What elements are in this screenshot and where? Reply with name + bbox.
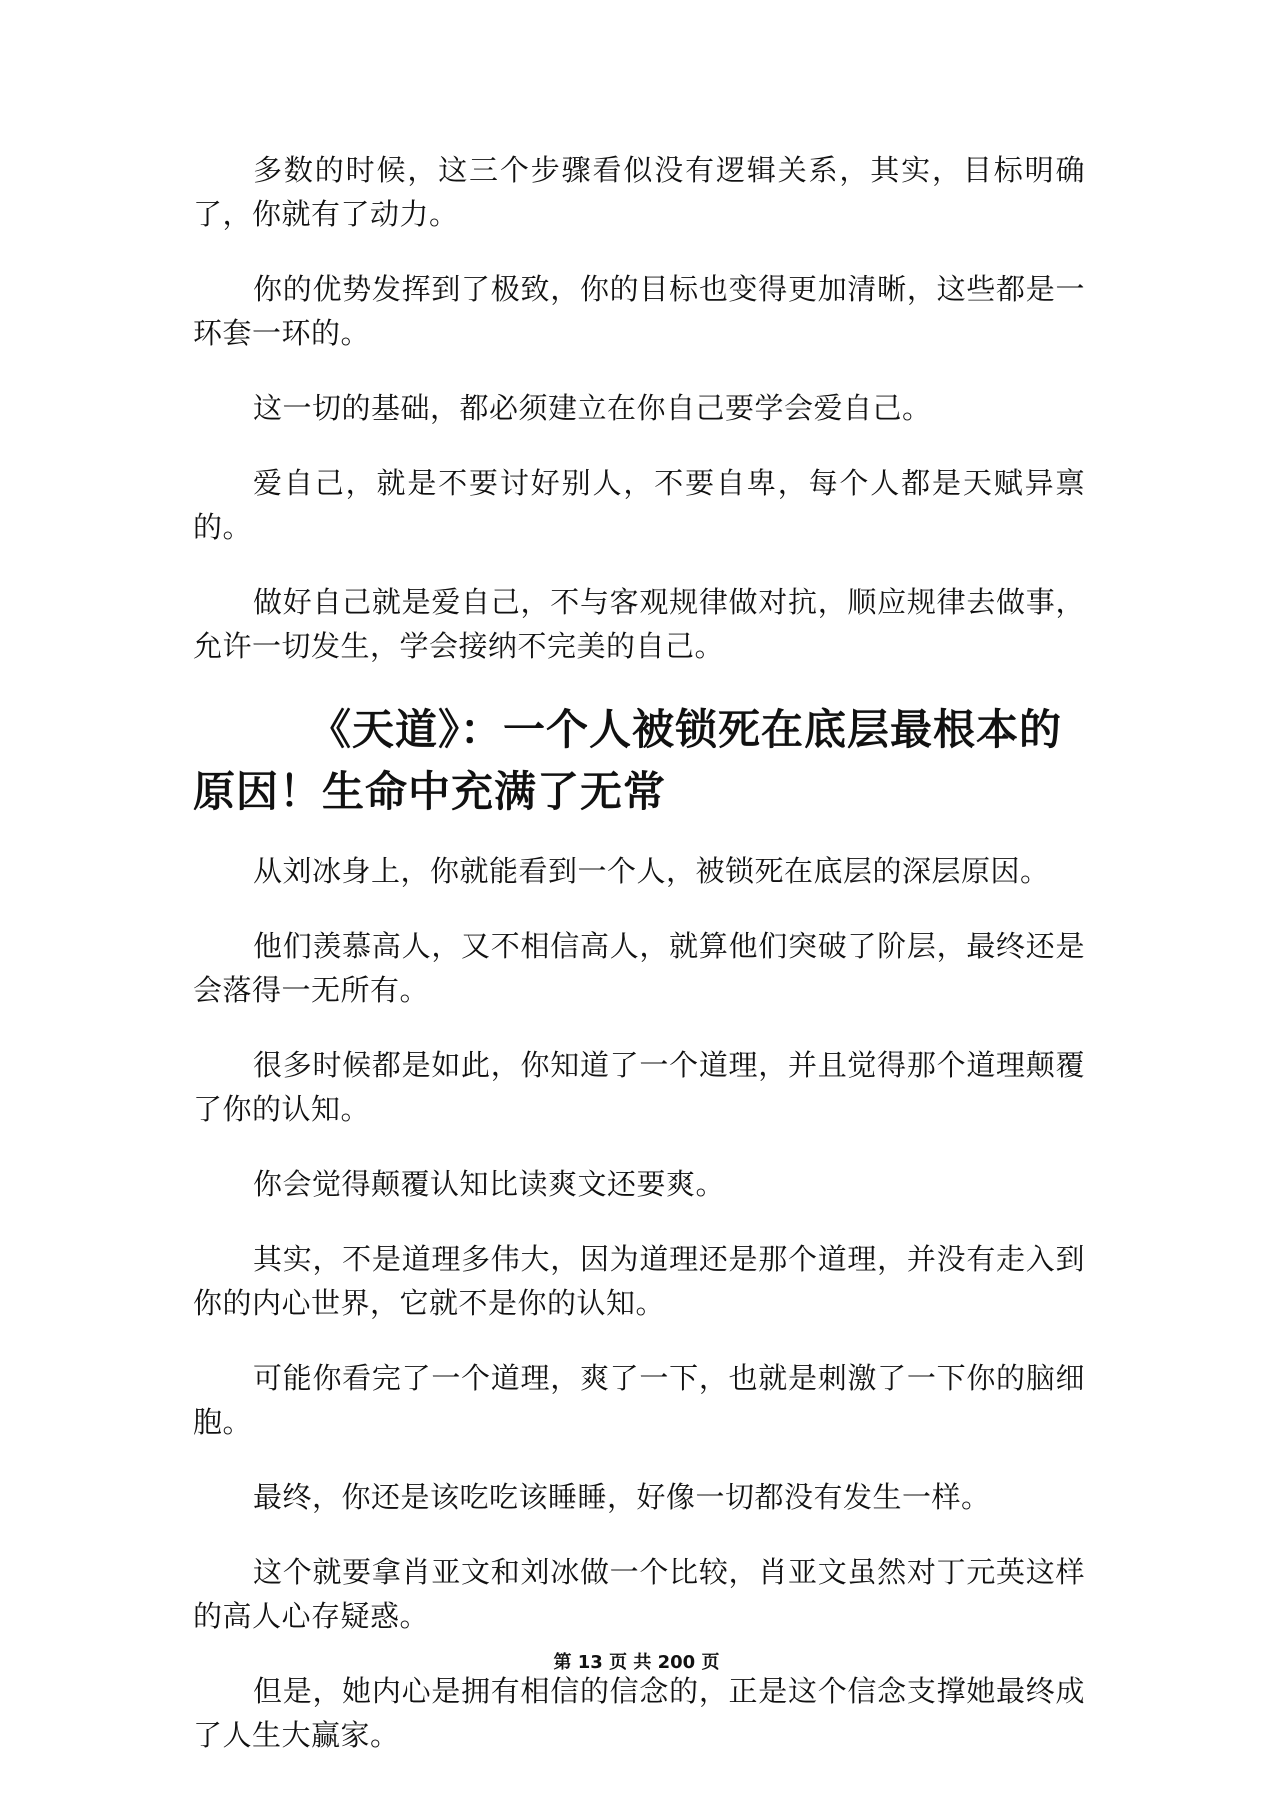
paragraph: 最终，你还是该吃吃该睡睡，好像一切都没有发生一样。 <box>253 1480 991 1514</box>
section-heading: 《天道》：一个人被锁死在底层最根本的原因！生命中充满了无常 <box>193 705 1063 816</box>
paragraph: 可能你看完了一个道理，爽了一下，也就是刺激了一下你的脑细胞。 <box>193 1361 1085 1439</box>
paragraph: 做好自己就是爱自己，不与客观规律做对抗，顺应规律去做事，允许一切发生，学会接纳不完美的自己。 <box>193 585 1085 663</box>
paragraph: 这个就要拿肖亚文和刘冰做一个比较，肖亚文虽然对丁元英这样的高人心存疑惑。 <box>193 1555 1085 1633</box>
paragraph: 其实，不是道理多伟大，因为道理还是那个道理，并没有走入到你的内心世界，它就不是你的认知。 <box>193 1242 1085 1320</box>
paragraph: 这一切的基础，都必须建立在你自己要学会爱自己。 <box>253 391 932 425</box>
paragraph: 很多时候都是如此，你知道了一个道理，并且觉得那个道理颠覆了你的认知。 <box>193 1048 1085 1126</box>
paragraph: 但是，她内心是拥有相信的信念的，正是这个信念支撑她最终成了人生大赢家。 <box>193 1674 1085 1752</box>
paragraph: 多数的时候，这三个步骤看似没有逻辑关系，其实，目标明确了，你就有了动力。 <box>193 153 1085 231</box>
paragraph: 你会觉得颠覆认知比读爽文还要爽。 <box>253 1167 726 1201</box>
page-number-footer: 第 13 页 共 200 页 <box>553 1652 720 1673</box>
paragraph: 你的优势发挥到了极致，你的目标也变得更加清晰，这些都是一环套一环的。 <box>193 272 1085 350</box>
document-body <box>193 148 1085 1788</box>
paragraph: 从刘冰身上，你就能看到一个人，被锁死在底层的深层原因。 <box>253 854 1050 888</box>
paragraph: 爱自己，就是不要讨好别人，不要自卑，每个人都是天赋异禀的。 <box>193 466 1085 544</box>
paragraph: 他们羡慕高人，又不相信高人，就算他们突破了阶层，最终还是会落得一无所有。 <box>193 929 1085 1007</box>
